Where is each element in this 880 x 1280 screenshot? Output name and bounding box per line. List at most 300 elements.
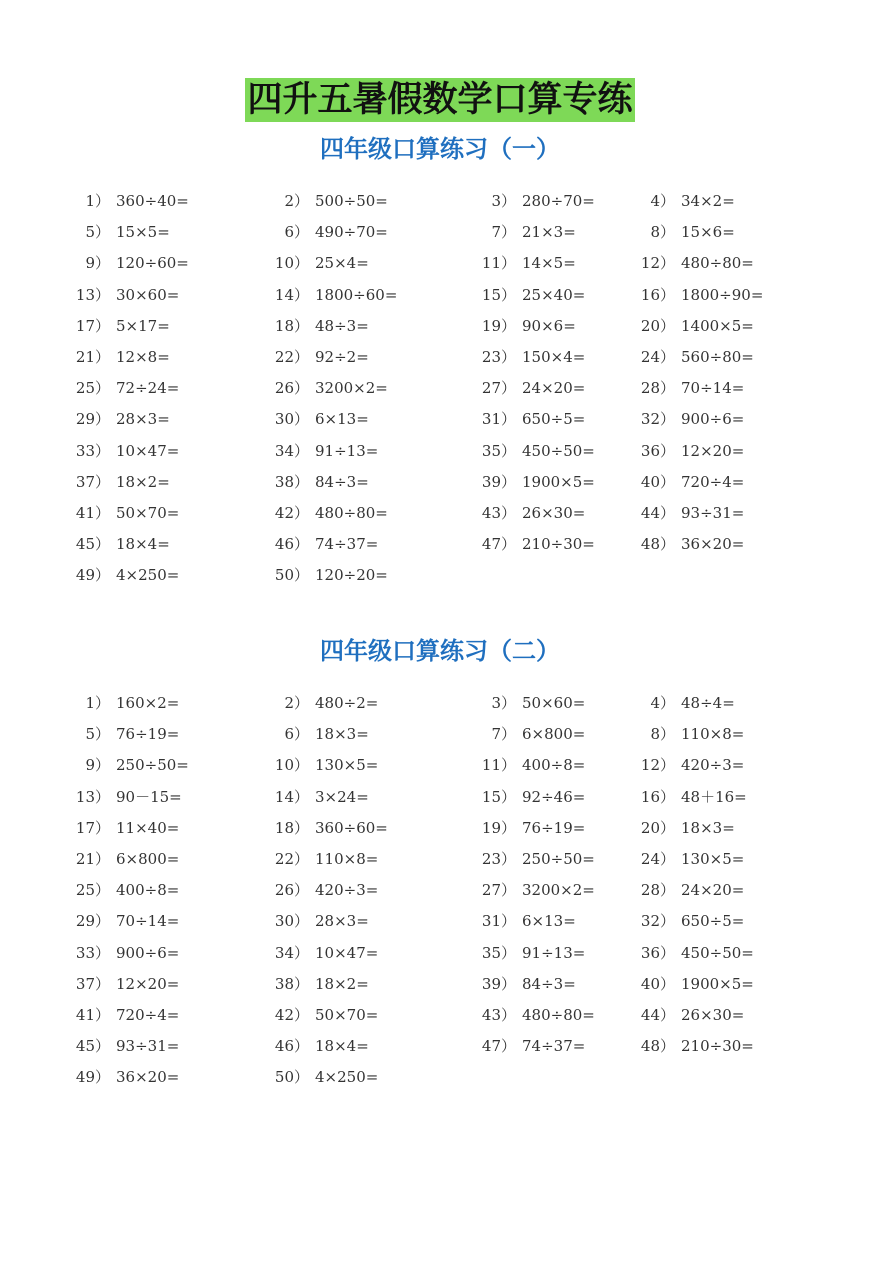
problem-item (269, 191, 388, 211)
problem-expression: 650÷5= (522, 410, 586, 429)
problem-expression: 130×5= (315, 756, 379, 775)
problem-item (635, 974, 754, 994)
problem-item (476, 347, 585, 367)
problem-expression: 480÷2= (315, 694, 379, 712)
problem-expression: 3200×2= (522, 881, 595, 900)
problem-expression: 900÷6= (116, 943, 180, 962)
problem-item (269, 693, 378, 713)
problem-grid-1 (0, 191, 880, 591)
problem-number: 33） (75, 441, 110, 460)
problem-number: 20） (640, 316, 675, 335)
problem-number: 6） (284, 223, 309, 242)
problem-expression: 500÷50= (315, 192, 388, 210)
problem-number: 14） (274, 787, 309, 806)
problem-expression: 1800÷90= (681, 285, 764, 304)
problem-item (269, 818, 388, 838)
problem-number: 46） (274, 1037, 309, 1056)
problem-item (476, 503, 585, 523)
problem-expression: 26×30= (681, 1006, 745, 1024)
problem-number: 32） (640, 410, 675, 429)
problem-number: 30） (274, 912, 309, 931)
problem-item (476, 755, 585, 775)
problem-number: 10） (274, 254, 309, 273)
problem-number: 1） (85, 694, 110, 712)
problem-number: 28） (640, 881, 675, 900)
problem-number: 2） (284, 694, 309, 712)
problem-number: 34） (274, 943, 309, 962)
problem-number: 26） (274, 379, 309, 398)
problem-number: 16） (640, 787, 675, 806)
problem-expression: 15×6= (681, 223, 735, 242)
problem-number: 49） (75, 1068, 110, 1087)
problem-number: 4） (650, 192, 675, 210)
problem-expression: 160×2= (116, 694, 180, 712)
problem-item (269, 1067, 378, 1087)
problem-number: 29） (75, 912, 110, 931)
problem-expression: 25×40= (522, 285, 586, 304)
problem-item (476, 943, 585, 963)
problem-item (70, 253, 189, 273)
problem-item (635, 222, 735, 242)
problem-number: 6） (284, 725, 309, 744)
problem-item (70, 693, 179, 713)
problem-expression: 650÷5= (681, 912, 745, 931)
problem-number: 17） (75, 818, 110, 837)
problem-number: 31） (481, 410, 516, 429)
problem-number: 23） (481, 850, 516, 868)
problem-item (476, 191, 595, 211)
problem-expression: 280÷70= (522, 192, 595, 210)
problem-expression: 1900×5= (681, 974, 754, 993)
problem-expression: 48÷4= (681, 694, 735, 712)
problem-expression: 12×20= (116, 974, 180, 993)
problem-expression: 490÷70= (315, 223, 388, 242)
problem-expression: 210÷30= (681, 1037, 754, 1056)
problem-item (635, 880, 744, 900)
problem-number: 48） (640, 535, 675, 554)
problem-expression: 6×800= (116, 850, 180, 868)
problem-number: 18） (274, 818, 309, 837)
problem-number: 7） (491, 223, 516, 242)
problem-expression: 120÷60= (116, 254, 189, 273)
problem-item (476, 693, 585, 713)
problem-number: 36） (640, 441, 675, 460)
problem-item (269, 441, 378, 461)
main-title: 四升五暑假数学口算专练 (247, 80, 633, 120)
problem-expression: 76÷19= (116, 725, 180, 744)
problem-item (476, 253, 576, 273)
problem-number: 25） (75, 379, 110, 398)
problem-item (70, 409, 170, 429)
problem-expression: 18×4= (116, 535, 170, 554)
problem-expression: 28×3= (315, 912, 369, 931)
problem-expression: 91÷13= (315, 441, 379, 460)
problem-number: 8） (650, 725, 675, 744)
problem-number: 50） (274, 566, 309, 585)
problem-item (70, 347, 170, 367)
problem-expression: 48÷3= (315, 316, 369, 335)
problem-expression: 28×3= (116, 410, 170, 429)
problem-item (269, 565, 388, 585)
problem-item (635, 534, 744, 554)
problem-expression: 400÷8= (522, 756, 586, 775)
problem-expression: 10×47= (315, 943, 379, 962)
problem-number: 45） (75, 535, 110, 554)
problem-number: 9） (85, 756, 110, 775)
problem-item (269, 787, 369, 807)
practice-section-2 (0, 636, 880, 666)
problem-number: 19） (481, 316, 516, 335)
problem-number: 15） (481, 787, 516, 806)
problem-item (635, 503, 744, 523)
problem-expression: 92÷46= (522, 787, 586, 806)
problem-item (476, 880, 595, 900)
problem-item (70, 472, 170, 492)
problem-item (70, 285, 179, 305)
problem-number: 42） (274, 504, 309, 522)
problem-expression: 12×20= (681, 441, 745, 460)
problem-item (70, 222, 170, 242)
problem-expression: 450÷50= (681, 943, 754, 962)
problem-item (635, 724, 744, 744)
problem-item (476, 472, 595, 492)
problem-expression: 3×24= (315, 787, 369, 806)
problem-number: 27） (481, 379, 516, 398)
problem-expression: 900÷6= (681, 410, 745, 429)
problem-expression: 1900×5= (522, 472, 595, 491)
problem-expression: 6×800= (522, 725, 586, 744)
problem-number: 41） (75, 504, 110, 522)
problem-item (70, 818, 179, 838)
problem-number: 8） (650, 223, 675, 242)
problem-expression: 120÷20= (315, 566, 388, 585)
problem-item (269, 409, 369, 429)
problem-expression: 90×6= (522, 316, 576, 335)
problem-expression: 15×5= (116, 223, 170, 242)
problem-item (269, 880, 378, 900)
problem-item (70, 787, 182, 807)
problem-expression: 26×30= (522, 504, 586, 522)
problem-item (476, 378, 585, 398)
problem-expression: 360÷40= (116, 192, 189, 210)
problem-number: 44） (640, 1006, 675, 1024)
problem-number: 3） (491, 694, 516, 712)
problem-expression: 480÷80= (681, 254, 754, 273)
problem-number: 21） (75, 348, 110, 366)
problem-expression: 110×8= (681, 725, 745, 744)
problem-expression: 18×2= (315, 974, 369, 993)
problem-item (70, 1005, 179, 1025)
problem-expression: 84÷3= (315, 472, 369, 491)
problem-expression: 18×2= (116, 472, 170, 491)
problem-number: 21） (75, 850, 110, 868)
problem-expression: 91÷13= (522, 943, 586, 962)
problem-item (269, 378, 388, 398)
problem-number: 45） (75, 1037, 110, 1056)
problem-item (269, 911, 369, 931)
problem-number: 7） (491, 725, 516, 744)
problem-number: 46） (274, 535, 309, 554)
problem-item (70, 441, 179, 461)
problem-number: 10） (274, 756, 309, 775)
problem-number: 30） (274, 410, 309, 429)
problem-expression: 110×8= (315, 850, 379, 868)
problem-expression: 6×13= (522, 912, 576, 931)
problem-item (476, 409, 585, 429)
problem-number: 37） (75, 974, 110, 993)
problem-number: 5） (85, 725, 110, 744)
problem-expression: 21×3= (522, 223, 576, 242)
problem-expression: 76÷19= (522, 818, 586, 837)
problem-expression: 72÷24= (116, 379, 180, 398)
problem-number: 31） (481, 912, 516, 931)
problem-item (269, 1005, 378, 1025)
problem-number: 15） (481, 285, 516, 304)
problem-number: 43） (481, 1006, 516, 1024)
problem-number: 20） (640, 818, 675, 837)
problem-expression: 18×3= (681, 818, 735, 837)
problem-number: 11） (481, 254, 516, 273)
problem-number: 25） (75, 881, 110, 900)
problem-number: 47） (481, 1037, 516, 1056)
problem-item (70, 503, 179, 523)
problem-item (476, 849, 595, 869)
problem-expression: 14×5= (522, 254, 576, 273)
problem-number: 39） (481, 472, 516, 491)
problem-expression: 720÷4= (116, 1006, 180, 1024)
problem-number: 23） (481, 348, 516, 366)
problem-number: 35） (481, 441, 516, 460)
problem-item (269, 472, 369, 492)
problem-expression: 50×70= (116, 504, 180, 522)
problem-number: 12） (640, 756, 675, 775)
problem-expression: 36×20= (681, 535, 745, 554)
problem-expression: 4×250= (116, 566, 180, 585)
problem-item (70, 755, 189, 775)
problem-item (70, 724, 179, 744)
problem-number: 19） (481, 818, 516, 837)
problem-item (269, 503, 388, 523)
problem-item (70, 378, 179, 398)
problem-item (70, 191, 189, 211)
problem-expression: 70÷14= (681, 379, 745, 398)
problem-expression: 90－15= (116, 787, 182, 806)
problem-expression: 84÷3= (522, 974, 576, 993)
problem-number: 40） (640, 974, 675, 993)
problem-expression: 6×13= (315, 410, 369, 429)
problem-number: 24） (640, 348, 675, 366)
problem-item (635, 1005, 744, 1025)
problem-item (476, 787, 585, 807)
problem-expression: 480÷80= (522, 1006, 595, 1024)
problem-item (476, 316, 576, 336)
problem-item (635, 693, 735, 713)
problem-number: 33） (75, 943, 110, 962)
problem-item (70, 974, 179, 994)
problem-grid-2 (0, 693, 880, 1093)
problem-expression: 48＋16= (681, 787, 747, 806)
problem-item (635, 755, 744, 775)
problem-expression: 18×3= (315, 725, 369, 744)
problem-number: 13） (75, 787, 110, 806)
problem-number: 50） (274, 1068, 309, 1087)
problem-item (476, 818, 585, 838)
problem-expression: 50×70= (315, 1006, 379, 1024)
problem-number: 48） (640, 1037, 675, 1056)
problem-item (476, 911, 576, 931)
problem-item (269, 534, 378, 554)
problem-number: 12） (640, 254, 675, 273)
problem-expression: 560÷80= (681, 348, 754, 366)
problem-number: 22） (274, 348, 309, 366)
problem-number: 41） (75, 1006, 110, 1024)
problem-expression: 420÷3= (681, 756, 745, 775)
problem-item (269, 849, 378, 869)
problem-number: 4） (650, 694, 675, 712)
problem-expression: 210÷30= (522, 535, 595, 554)
problem-number: 2） (284, 192, 309, 210)
problem-expression: 360÷60= (315, 818, 388, 837)
problem-number: 49） (75, 566, 110, 585)
problem-expression: 130×5= (681, 850, 745, 868)
problem-item (70, 534, 170, 554)
problem-number: 16） (640, 285, 675, 304)
problem-number: 5） (85, 223, 110, 242)
problem-expression: 74÷37= (522, 1037, 586, 1056)
problem-item (476, 724, 585, 744)
problem-number: 42） (274, 1006, 309, 1024)
practice-section-1 (0, 134, 880, 164)
problem-number: 37） (75, 472, 110, 491)
problem-item (635, 1036, 754, 1056)
problem-number: 35） (481, 943, 516, 962)
problem-number: 22） (274, 850, 309, 868)
problem-item (269, 285, 397, 305)
problem-item (269, 974, 369, 994)
problem-item (70, 1067, 179, 1087)
problem-item (476, 222, 576, 242)
problem-item (70, 316, 170, 336)
problem-item (476, 285, 585, 305)
problem-number: 24） (640, 850, 675, 868)
problem-item (70, 565, 179, 585)
problem-item (269, 943, 378, 963)
problem-expression: 70÷14= (116, 912, 180, 931)
problem-item (476, 1036, 585, 1056)
problem-item (635, 378, 744, 398)
problem-item (269, 724, 369, 744)
problem-expression: 150×4= (522, 348, 586, 366)
problem-number: 38） (274, 472, 309, 491)
problem-item (635, 253, 754, 273)
problem-item (635, 441, 744, 461)
problem-expression: 12×8= (116, 348, 170, 366)
problem-item (476, 534, 595, 554)
main-title-container (0, 78, 880, 122)
problem-expression: 25×4= (315, 254, 369, 273)
problem-item (635, 849, 744, 869)
problem-item (269, 316, 369, 336)
problem-item (476, 1005, 595, 1025)
problem-number: 39） (481, 974, 516, 993)
problem-number: 9） (85, 254, 110, 273)
problem-expression: 93÷31= (681, 504, 745, 522)
problem-number: 28） (640, 379, 675, 398)
problem-item (635, 347, 754, 367)
problem-number: 44） (640, 504, 675, 522)
problem-item (70, 880, 179, 900)
problem-number: 38） (274, 974, 309, 993)
problem-expression: 30×60= (116, 285, 180, 304)
problem-expression: 93÷31= (116, 1037, 180, 1056)
problem-item (635, 911, 744, 931)
section-title: 四年级口算练习（一） (320, 135, 560, 163)
problem-item (269, 347, 369, 367)
problem-expression: 720÷4= (681, 472, 745, 491)
problem-expression: 92÷2= (315, 348, 369, 366)
problem-expression: 24×20= (522, 379, 586, 398)
problem-expression: 1800÷60= (315, 285, 398, 304)
problem-item (269, 1036, 369, 1056)
problem-expression: 450÷50= (522, 441, 595, 460)
problem-item (635, 818, 735, 838)
problem-expression: 480÷80= (315, 504, 388, 522)
problem-expression: 11×40= (116, 818, 180, 837)
problem-number: 3） (491, 192, 516, 210)
problem-number: 27） (481, 881, 516, 900)
problem-item (269, 755, 378, 775)
problem-item (476, 441, 595, 461)
problem-expression: 24×20= (681, 881, 745, 900)
problem-expression: 420÷3= (315, 881, 379, 900)
problem-item (70, 911, 179, 931)
problem-expression: 18×4= (315, 1037, 369, 1056)
problem-item (269, 222, 388, 242)
problem-number: 13） (75, 285, 110, 304)
problem-number: 43） (481, 504, 516, 522)
problem-expression: 74÷37= (315, 535, 379, 554)
problem-item (70, 1036, 179, 1056)
problem-number: 18） (274, 316, 309, 335)
problem-expression: 10×47= (116, 441, 180, 460)
problem-expression: 36×20= (116, 1068, 180, 1087)
problem-item (476, 974, 576, 994)
problem-item (635, 943, 754, 963)
section-title: 四年级口算练习（二） (320, 637, 560, 665)
problem-number: 17） (75, 316, 110, 335)
problem-expression: 3200×2= (315, 379, 388, 398)
problem-number: 47） (481, 535, 516, 554)
problem-expression: 250÷50= (116, 756, 189, 775)
problem-number: 1） (85, 192, 110, 210)
problem-item (635, 787, 747, 807)
problem-number: 14） (274, 285, 309, 304)
problem-number: 29） (75, 410, 110, 429)
problem-item (635, 316, 754, 336)
problem-number: 40） (640, 472, 675, 491)
problem-item (70, 849, 179, 869)
problem-item (269, 253, 369, 273)
problem-expression: 400÷8= (116, 881, 180, 900)
problem-item (635, 191, 735, 211)
problem-number: 26） (274, 881, 309, 900)
problem-expression: 1400×5= (681, 316, 754, 335)
problem-number: 34） (274, 441, 309, 460)
problem-number: 36） (640, 943, 675, 962)
problem-expression: 250÷50= (522, 850, 595, 868)
problem-item (635, 285, 763, 305)
problem-number: 32） (640, 912, 675, 931)
